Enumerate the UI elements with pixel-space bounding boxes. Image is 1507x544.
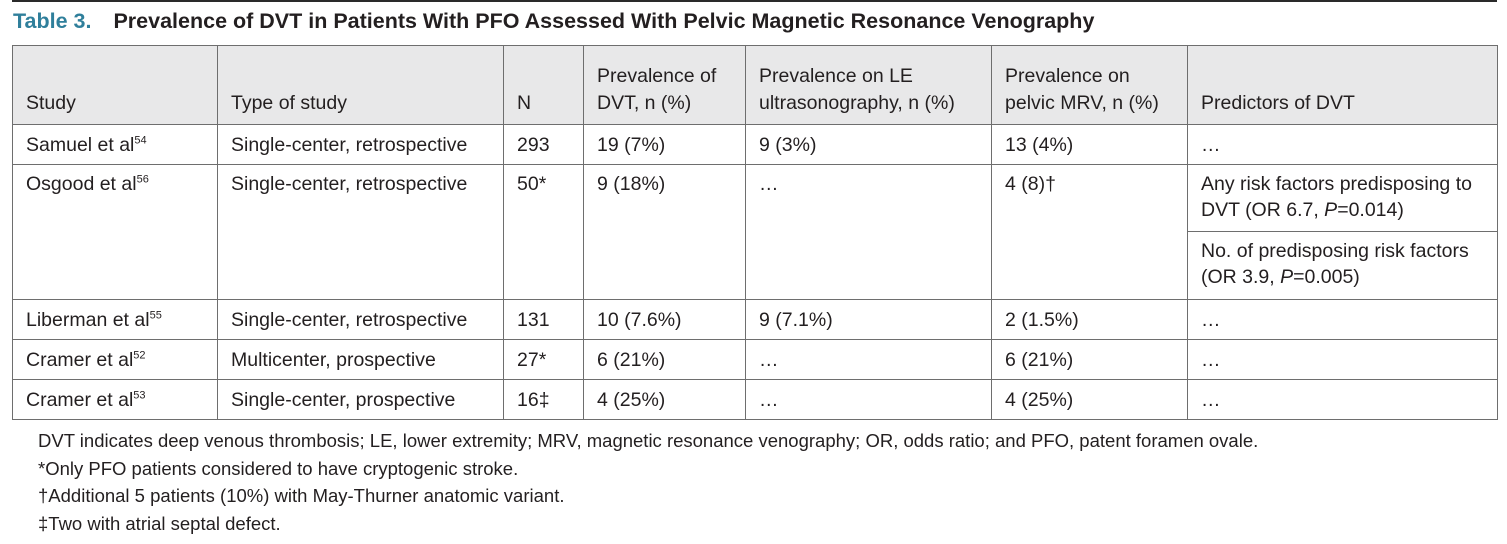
predictor-2-line1: No. of predisposing risk factors [1201,240,1469,262]
cell-mrv: 4 (25%) [992,380,1188,420]
table-label: Table 3. [13,9,92,33]
cell-n: 16‡ [504,380,584,420]
table-row [13,340,1498,380]
cell-mrv: 13 (4%) [992,125,1188,165]
cell-le: 9 (3%) [746,125,992,165]
prevalence-table [12,45,1498,420]
cell-type: Multicenter, prospective [218,340,504,380]
cell-dvt: 19 (7%) [584,125,746,165]
cell-predictors: … [1188,380,1498,420]
footnotes [38,427,1258,537]
cell-mrv: 2 (1.5%) [992,300,1188,340]
cell-le: … [746,380,992,420]
study-ref: 52 [133,349,146,362]
cell-study [13,380,218,420]
study-name: Osgood et al [26,173,137,195]
study-name: Cramer et al [26,389,134,411]
cell-dvt: 10 (7.6%) [584,300,746,340]
cell-study [13,300,218,340]
footnote-double-dagger: ‡Two with atrial septal defect. [38,512,281,534]
study-name: Cramer et al [26,349,134,371]
header-predictors: Predictors of DVT [1188,46,1498,125]
cell-study [13,165,218,300]
cell-dvt: 6 (21%) [584,340,746,380]
predictor-2-line2-pre: (OR 3.9, [1201,266,1281,288]
cell-n: 131 [504,300,584,340]
footnote-abbreviations: DVT indicates deep venous thrombosis; LE, lower extremity; MRV, magnetic resonance venography; OR, odds ratio; and PFO, patent foramen ovale. [38,430,1259,451]
footnote-dagger: †Additional 5 patients (10%) with May-Thurner anatomic variant. [38,485,565,506]
cell-predictors: … [1188,340,1498,380]
study-name: Samuel et al [26,134,135,156]
cell-predictor-2 [1188,232,1498,300]
header-type: Type of study [218,46,504,125]
study-ref: 55 [149,309,162,322]
predictor-2-p: P [1280,266,1294,288]
cell-type: Single-center, retrospective [218,300,504,340]
cell-dvt: 4 (25%) [584,380,746,420]
study-ref: 56 [136,173,149,186]
cell-mrv: 4 (8)† [992,165,1188,300]
table-title-text: Prevalence of DVT in Patients With PFO Assessed With Pelvic Magnetic Resonance Venography [113,9,1095,33]
header-prev-dvt-line1: Prevalence of [597,65,717,87]
header-prev-le-line1: Prevalence on LE [759,65,913,87]
cell-study [13,125,218,165]
predictor-1-p: P [1324,199,1338,221]
predictor-1-line1: Any risk factors predisposing to [1201,173,1472,195]
predictor-1-line2-post: =0.014) [1337,199,1404,221]
cell-type: Single-center, retrospective [218,125,504,165]
cell-mrv: 6 (21%) [992,340,1188,380]
header-row [13,46,1498,125]
table-row [13,300,1498,340]
table-title [13,6,1094,36]
table-row [13,380,1498,420]
cell-n: 50* [504,165,584,300]
header-prev-dvt [584,46,746,125]
cell-predictors: … [1188,300,1498,340]
study-ref: 54 [134,134,147,147]
cell-type: Single-center, prospective [218,380,504,420]
cell-predictors: … [1188,125,1498,165]
cell-le: … [746,165,992,300]
cell-study [13,340,218,380]
table-row [13,165,1498,232]
top-rule [12,0,1497,2]
header-prev-le-line2: ultrasonography, n (%) [759,92,955,114]
cell-n: 27* [504,340,584,380]
header-prev-mrv-line2: pelvic MRV, n (%) [1005,92,1159,114]
predictor-2-line2-post: =0.005) [1293,266,1360,288]
predictor-1-line2-pre: DVT (OR 6.7, [1201,199,1325,221]
cell-type: Single-center, retrospective [218,165,504,300]
header-prev-le [746,46,992,125]
header-prev-mrv-line1: Prevalence on [1005,65,1130,87]
header-prev-dvt-line2: DVT, n (%) [597,92,692,114]
study-name: Liberman et al [26,309,150,331]
header-n: N [504,46,584,125]
study-ref: 53 [133,389,146,402]
cell-n: 293 [504,125,584,165]
cell-le: 9 (7.1%) [746,300,992,340]
footnote-asterisk: *Only PFO patients considered to have cryptogenic stroke. [38,457,519,479]
cell-le: … [746,340,992,380]
cell-dvt: 9 (18%) [584,165,746,300]
table-row [13,125,1498,165]
header-prev-mrv [992,46,1188,125]
header-study: Study [13,46,218,125]
cell-predictor-1 [1188,165,1498,232]
